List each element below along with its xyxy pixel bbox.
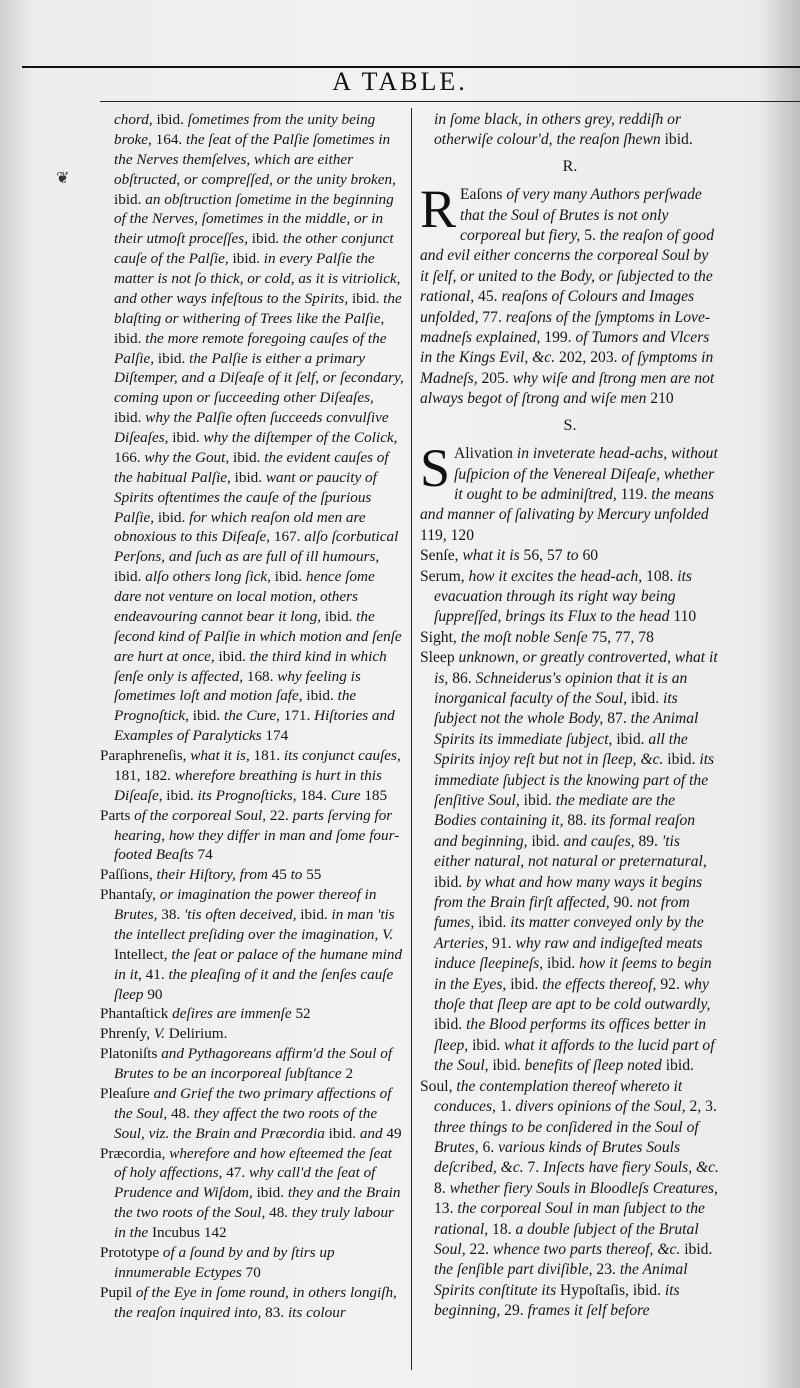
index-column-left [100,110,404,1322]
margin-mark: ❦ [56,170,70,187]
index-entry: Prototype of a ſound by and by ſtirs up innumerable Ectypes 70 [100,1243,335,1281]
header-rule [100,101,800,102]
index-entry: Parts of the corporeal Soul, 22. parts ſerving for hearing, how they differ in man and ſome four-footed Beaſts 74 [100,806,400,864]
index-entry: Phantaſtick deſires are immenſe 52 [100,1005,311,1023]
index-entry: Paraphreneſis, what it is, 181. its conjunct cauſes, 181, 182. wherefore breathing is hurt in this Diſeaſe, ibid. its Prognoſticks, 184. Cure 185 [100,747,401,804]
section-letter: R. [562,157,578,175]
section-letter: S. [563,416,577,434]
index-entry: Platoniſts and Pythagoreans affirm'd the Soul of Brutes to be an incorporeal ſubſtance 2 [100,1045,393,1082]
index-entry: Præcordia, wherefore and how eſteemed the ſeat of holy affections, 47. why call'd the ſeat of Prudence and Wiſdom, ibid. they and the Brain the two roots of the Soul, 48. they truly labour in the Incubus 142 [100,1144,401,1241]
index-entry: Serum, how it excites the head-ach, 108. its evacuation through its right way being ſuppreſſed, brings its Flux to the head 110 [420,567,697,626]
column-divider [411,108,412,1370]
index-entry: Senſe, what it is 56, 57 to 60 [420,547,599,565]
index-entry: R Eaſons of very many Authors perſwade that the Soul of Brutes is not only corporeal but fiery, 5. the reaſon of good and evil either concerns the corporeal Soul by it ſelf, or united to the Body, or ſubjected to the rational, 45. reaſons of Colours and Images unfolded, 77. reaſons of the ſymptoms in Love-madneſs explained, 199. of Tumors and Vlcers in the Kings Evil, &c. 202, 203. of ſymptoms in Madneſs, 205. why wiſe and ſtrong men are not always begot of ſtrong and wiſe men 210 [420,179,715,408]
index-entry: S Alivation in inveterate head-achs, without ſuſpicion of the Venereal Diſeaſe, whether it ought to be adminiſtred, 119. the means and manner of ſalivating by Mercury unfolded 119, 120 [420,438,718,544]
index-entry: Paſſions, their Hiſtory, from 45 to 55 [100,866,322,884]
index-entry: chord, ibid. ſometimes from the unity being broke, 164. the ſeat of the Palſie ſometimes in the Nerves themſelves, which are either obſtructed, or compreſſed, or the unity broken, ibid. an obſtruction ſometime in the beginning of the Nerves, ſometimes in the middle, or in their utmoſt proceſſes, ibid. the other conjunct cauſe of the Palſie, ibid. in every Palſie the matter is not ſo thick, or cold, as it is vitriolick, and other ways infeſtous to the Spirits, ibid. the blaſting or withering of Trees like the Palſie, ibid. the more remote foregoing cauſes of the Palſie, ibid. the Palſie is either a primary Diſtemper, and a Diſeaſe of it ſelf, or ſecondary, coming upon or ſucceeding other Diſeaſes, ibid. why the Palſie often ſucceeds convulſive Diſeaſes, ibid. why the diſtemper of the Colick, 166. why the Gout, ibid. the evident cauſes of the habitual Palſie, ibid. want or paucity of Spirits oftentimes the cauſe of the ſpurious Palſie, ibid. for which reaſon old men are obnoxious to this Diſeaſe, 167. alſo ſcorbutical Perſons, and ſuch as are full of ill humours, ibid. alſo others long ſick, ibid. hence ſome dare not venture on local motion, others endeavouring cannot bear it long, ibid. the ſecond kind of Palſie in which motion and ſenſe are hurt at once, ibid. the third kind in which ſenſe only is affected, 168. why feeling is ſometimes loſt and motion ſafe, ibid. the Prognoſtick, ibid. the Cure, 171. Hiſtories and Examples of Paralyticks 174 [114,111,404,745]
drop-cap: R [420,179,457,240]
index-column-right [420,110,720,1322]
index-entry: Phrenſy, V. Delirium. [100,1025,228,1043]
index-entry: Pupil of the Eye in ſome round, in others longiſh, the reaſon inquired into, 83. its colour [100,1283,397,1321]
page-header: A TABLE. [332,67,468,96]
index-entry: Sight, the moſt noble Senſe 75, 77, 78 [420,628,654,646]
index-entry: Pleaſure and Grief the two primary affections of the Soul, 48. they affect the two roots of the Soul, viz. the Brain and Præcordia ibid. and 49 [100,1084,402,1142]
index-entry: Phantaſy, or imagination the power thereof in Brutes, 38. 'tis often deceived, ibid. in man 'tis the intellect preſiding over the imagination, V. Intellect, the ſeat or palace of the humane mind in it, 41. the pleaſing of it and the ſenſes cauſe ſleep 90 [100,886,403,1003]
index-entry: in ſome black, in others grey, reddiſh or otherwiſe colour'd, the reaſon ſhewn ibid. [434,111,693,149]
index-entry: Soul, the contemplation thereof whereto it conduces, 1. divers opinions of the Soul, 2, 3. three things to be conſidered in the Soul of Brutes, 6. various kinds of Brutes Souls deſcribed, &c. 7. Inſects have fiery Souls, &c. 8. whether fiery Souls in Bloodleſs Creatures, 13. the corporeal Soul in man ſubject to the rational, 18. a double ſubject of the Brutal Soul, 22. whence two parts thereof, &c. ibid. the ſenſible part diviſible, 23. the Animal Spirits conſtitute its Hypoſtaſis, ibid. its beginning, 29. frames it ſelf before [420,1077,719,1320]
index-entry: Sleep unknown, or greatly controverted, what it is, 86. Schneiderus's opinion that it is an inorganical faculty of the Soul, ibid. its ſubject not the whole Body, 87. the Animal Spirits its immediate ſubject, ibid. all the Spirits injoy reſt but not in ſleep, &c. ibid. its immediate ſubject is the knowing part of the ſenſitive Soul, ibid. the mediate are the Bodies containing it, 88. its formal reaſon and beginning, ibid. and cauſes, 89. 'tis either natural, not natural or preternatural, ibid. by what and how many ways it begins from the Brain firſt affected, 90. not from fumes, ibid. its matter conveyed only by the Arteries, 91. why raw and indigeſted meats induce ſleepineſs, ibid. how it ſeems to begin in the Eyes, ibid. the effects thereof, 92. why thoſe that ſleep are apt to be cold outwardly, ibid. the Blood performs its offices better in ſleep, ibid. what it affords to the lucid part of the Soul, ibid. benefits of ſleep noted ibid. [420,649,718,1075]
drop-cap: S [420,438,451,499]
